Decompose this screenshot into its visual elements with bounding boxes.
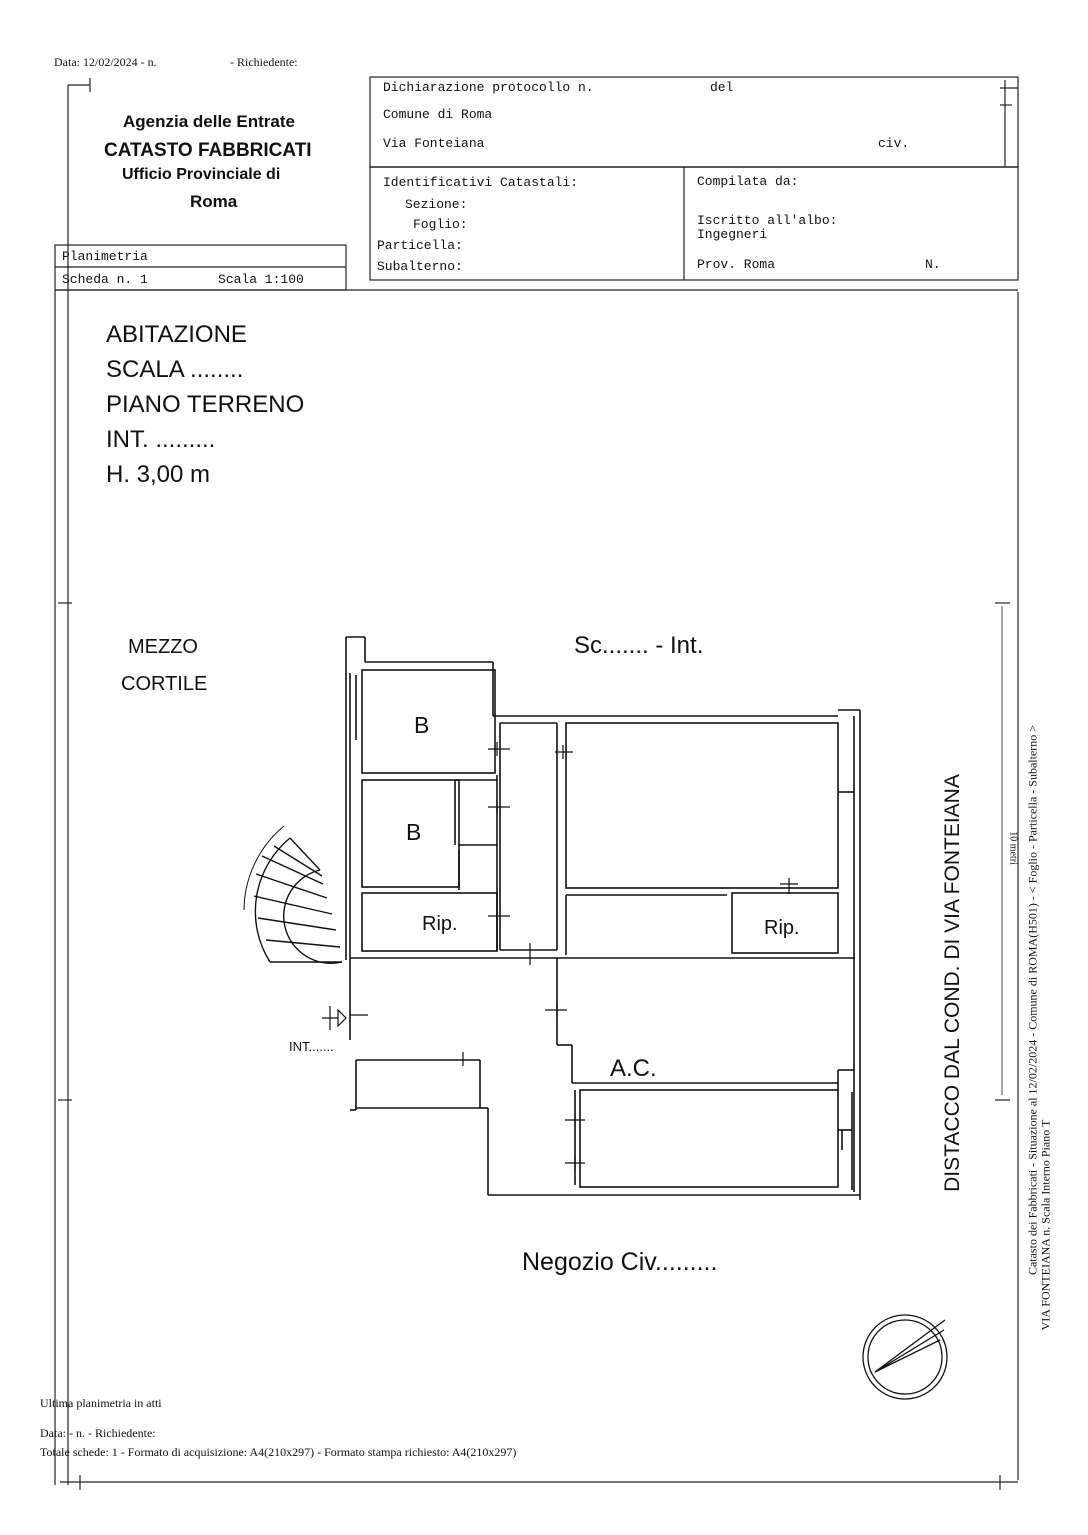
- catasto-title: CATASTO FABBRICATI: [104, 140, 312, 161]
- side-address: VIA FONTEIANA n. Scala Interno Piano T: [1038, 1119, 1053, 1331]
- subalterno-label: Subalterno:: [377, 259, 463, 274]
- agency-name: Agenzia delle Entrate: [123, 112, 295, 131]
- civ-label: civ.: [878, 136, 910, 151]
- identificativi-title: Identificativi Catastali:: [383, 175, 579, 190]
- ultima-label: Ultima planimetria in atti: [40, 1396, 162, 1410]
- del-label: del: [710, 80, 734, 95]
- scala-ratio: Scala 1:100: [218, 272, 304, 287]
- scala-label: SCALA ........: [106, 356, 244, 383]
- piano-label: PIANO TERRENO: [106, 391, 305, 418]
- interno-label: INT. .........: [106, 426, 216, 453]
- ufficio-label: Ufficio Provinciale di: [122, 166, 281, 183]
- ufficio-city: Roma: [190, 192, 238, 211]
- via-label: Via Fonteiana: [383, 136, 485, 151]
- negozio-label: Negozio Civ.........: [522, 1248, 718, 1276]
- planimetria-title: Planimetria: [62, 249, 148, 264]
- room-b2-label: B: [406, 819, 422, 845]
- rip1-label: Rip.: [422, 913, 458, 935]
- ingegneri-label: Ingegneri: [697, 227, 768, 242]
- side-situazione: Catasto dei Fabbricati - Situazione al 12/02/2024 - Comune di ROMA(H501) - < Foglio - Particella - Subalterno >: [1025, 724, 1040, 1276]
- request-date: Data: 12/02/2024 - n.: [54, 55, 157, 69]
- compilata-title: Compilata da:: [697, 174, 799, 189]
- cortile-label: CORTILE: [121, 673, 208, 695]
- int-entry-label: INT.......: [289, 1039, 334, 1054]
- room-b1-label: B: [414, 712, 430, 738]
- spiral-stair-icon: [244, 826, 342, 963]
- scale-mark-label: 10 metri: [1007, 831, 1019, 865]
- foglio-label: Foglio:: [413, 217, 468, 232]
- request-applicant: - Richiedente:: [230, 55, 298, 69]
- abitazione-label: ABITAZIONE: [106, 321, 247, 348]
- north-arrow-icon: [863, 1315, 947, 1399]
- iscritto-label: Iscritto all'albo:: [697, 213, 838, 228]
- entrance-arrow-icon: [322, 1006, 346, 1030]
- height-label: H. 3,00 m: [106, 461, 211, 488]
- protocollo-label: Dichiarazione protocollo n.: [383, 80, 594, 95]
- sezione-label: Sezione:: [405, 197, 468, 212]
- mezzo-label: MEZZO: [128, 636, 198, 658]
- footer-totale: Totale schede: 1 - Formato di acquisizione: A4(210x297) - Formato stampa richiesto: A4(210x297): [40, 1445, 517, 1459]
- sc-int-label: Sc....... - Int.: [574, 632, 704, 659]
- prov-label: Prov. Roma: [697, 257, 776, 272]
- scheda-label: Scheda n. 1: [62, 272, 148, 287]
- n-label: N.: [925, 257, 941, 272]
- footer-request: Data: - n. - Richiedente:: [40, 1426, 156, 1440]
- comune-label: Comune di Roma: [383, 107, 493, 122]
- particella-label: Particella:: [377, 238, 463, 253]
- rip2-label: Rip.: [764, 917, 800, 939]
- door-marks: [350, 742, 798, 1170]
- distacco-label: DISTACCO DAL COND. DI VIA FONTEIANA: [941, 774, 964, 1192]
- ac-label: A.C.: [610, 1055, 657, 1082]
